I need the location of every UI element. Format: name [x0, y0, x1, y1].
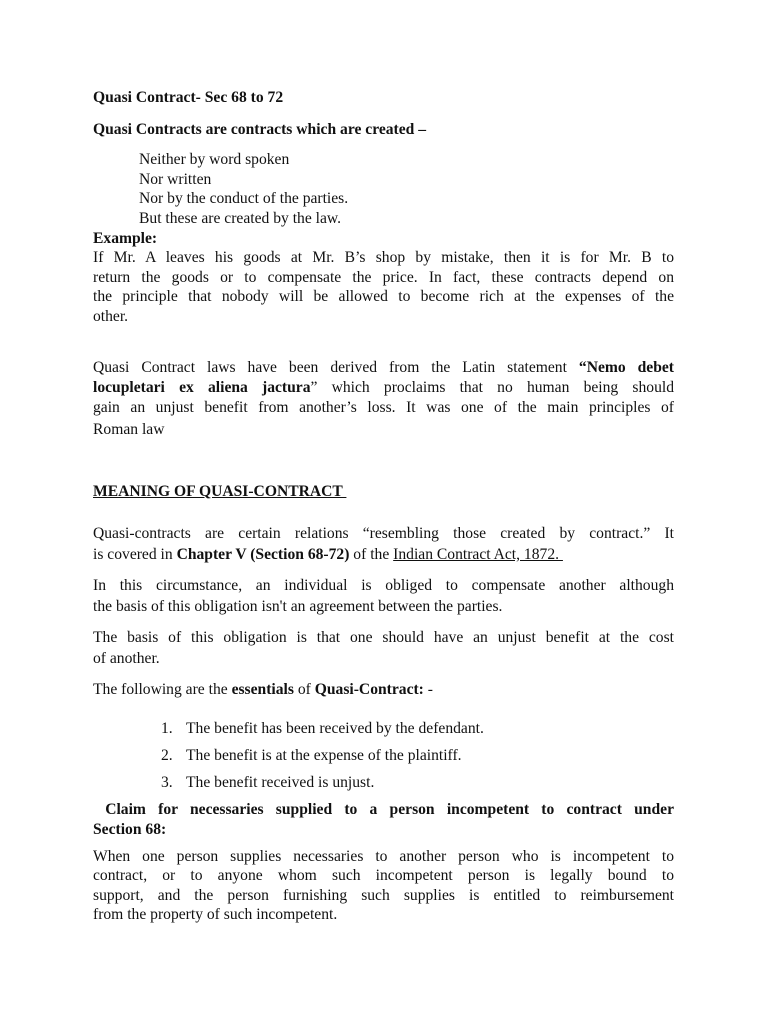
essentials-intro: [93, 680, 433, 700]
section68-heading: Section 68:: [93, 821, 167, 838]
essentials-text: The following are the: [93, 681, 232, 698]
latin-paragraph-line2: [93, 378, 674, 398]
basis-line: of another.: [93, 650, 160, 667]
essential-number: 2.: [161, 747, 173, 764]
latin-maxim: locupletari ex aliena jactura: [93, 379, 311, 396]
essential-number: 1.: [161, 720, 173, 737]
latin-text: Quasi Contract laws have been derived from the Latin statement: [93, 359, 579, 376]
example-line: the principle that nobody will be allowed to become rich at the expenses of the: [93, 288, 674, 305]
example-line: other.: [93, 308, 129, 325]
meaning-line2: [93, 545, 563, 565]
chapter-reference: Chapter V (Section 68-72): [176, 546, 350, 563]
not-created-item: Neither by word spoken: [139, 151, 290, 168]
section68-body-line: contract, or to anyone whom such incompetent person is legally bound to: [93, 867, 674, 884]
quasi-contract-term: Quasi-Contract:: [314, 681, 424, 698]
latin-paragraph-line1: [93, 358, 674, 378]
essential-number: 3.: [161, 774, 173, 791]
meaning-text: is covered in: [93, 546, 177, 563]
section68-body-line: from the property of such incompetent.: [93, 906, 338, 923]
example-line: If Mr. A leaves his goods at Mr. B’s shop by mistake, then it is for Mr. B to: [93, 249, 674, 266]
circumstance-line: In this circumstance, an individual is obliged to compensate another although: [93, 577, 674, 594]
not-created-item: Nor written: [139, 171, 212, 188]
basis-line: The basis of this obligation is that one should have an unjust benefit at the cost: [93, 629, 674, 646]
latin-text: ” which proclaims that no human being should: [310, 379, 674, 396]
circumstance-line: the basis of this obligation isn't an agreement between the parties.: [93, 598, 503, 615]
meaning-text: of the: [349, 546, 394, 563]
not-created-item: But these are created by the law.: [139, 210, 342, 227]
essential-item: The benefit is at the expense of the plaintiff.: [186, 747, 462, 764]
latin-paragraph-line4: Roman law: [93, 421, 165, 438]
not-created-item: Nor by the conduct of the parties.: [139, 190, 349, 207]
latin-maxim: “Nemo debet: [578, 359, 674, 376]
essentials-text: of: [293, 681, 315, 698]
essentials-text: -: [423, 681, 433, 698]
example-line: return the goods or to compensate the price. In fact, these contracts depend on: [93, 269, 674, 286]
meaning-heading: MEANING OF QUASI-CONTRACT: [93, 483, 347, 500]
latin-paragraph-line3: gain an unjust benefit from another’s loss. It was one of the main principles of: [93, 399, 674, 416]
essential-item: The benefit received is unjust.: [186, 774, 375, 791]
document-title: Quasi Contract- Sec 68 to 72: [93, 89, 284, 106]
section68-heading: Claim for necessaries supplied to a person incompetent to contract under: [93, 801, 674, 818]
essential-item: The benefit has been received by the defendant.: [186, 720, 484, 737]
example-heading: Example:: [93, 230, 158, 247]
meaning-line1: Quasi-contracts are certain relations “resembling those created by contract.” It: [93, 525, 674, 542]
section68-body-line: support, and the person furnishing such supplies is entitled to reimbursement: [93, 887, 674, 904]
intro-heading: Quasi Contracts are contracts which are created –: [93, 121, 427, 138]
indian-contract-act-link[interactable]: Indian Contract Act, 1872.: [393, 546, 563, 563]
section68-body-line: When one person supplies necessaries to another person who is incompetent to: [93, 848, 674, 865]
essentials-term: essentials: [231, 681, 294, 698]
